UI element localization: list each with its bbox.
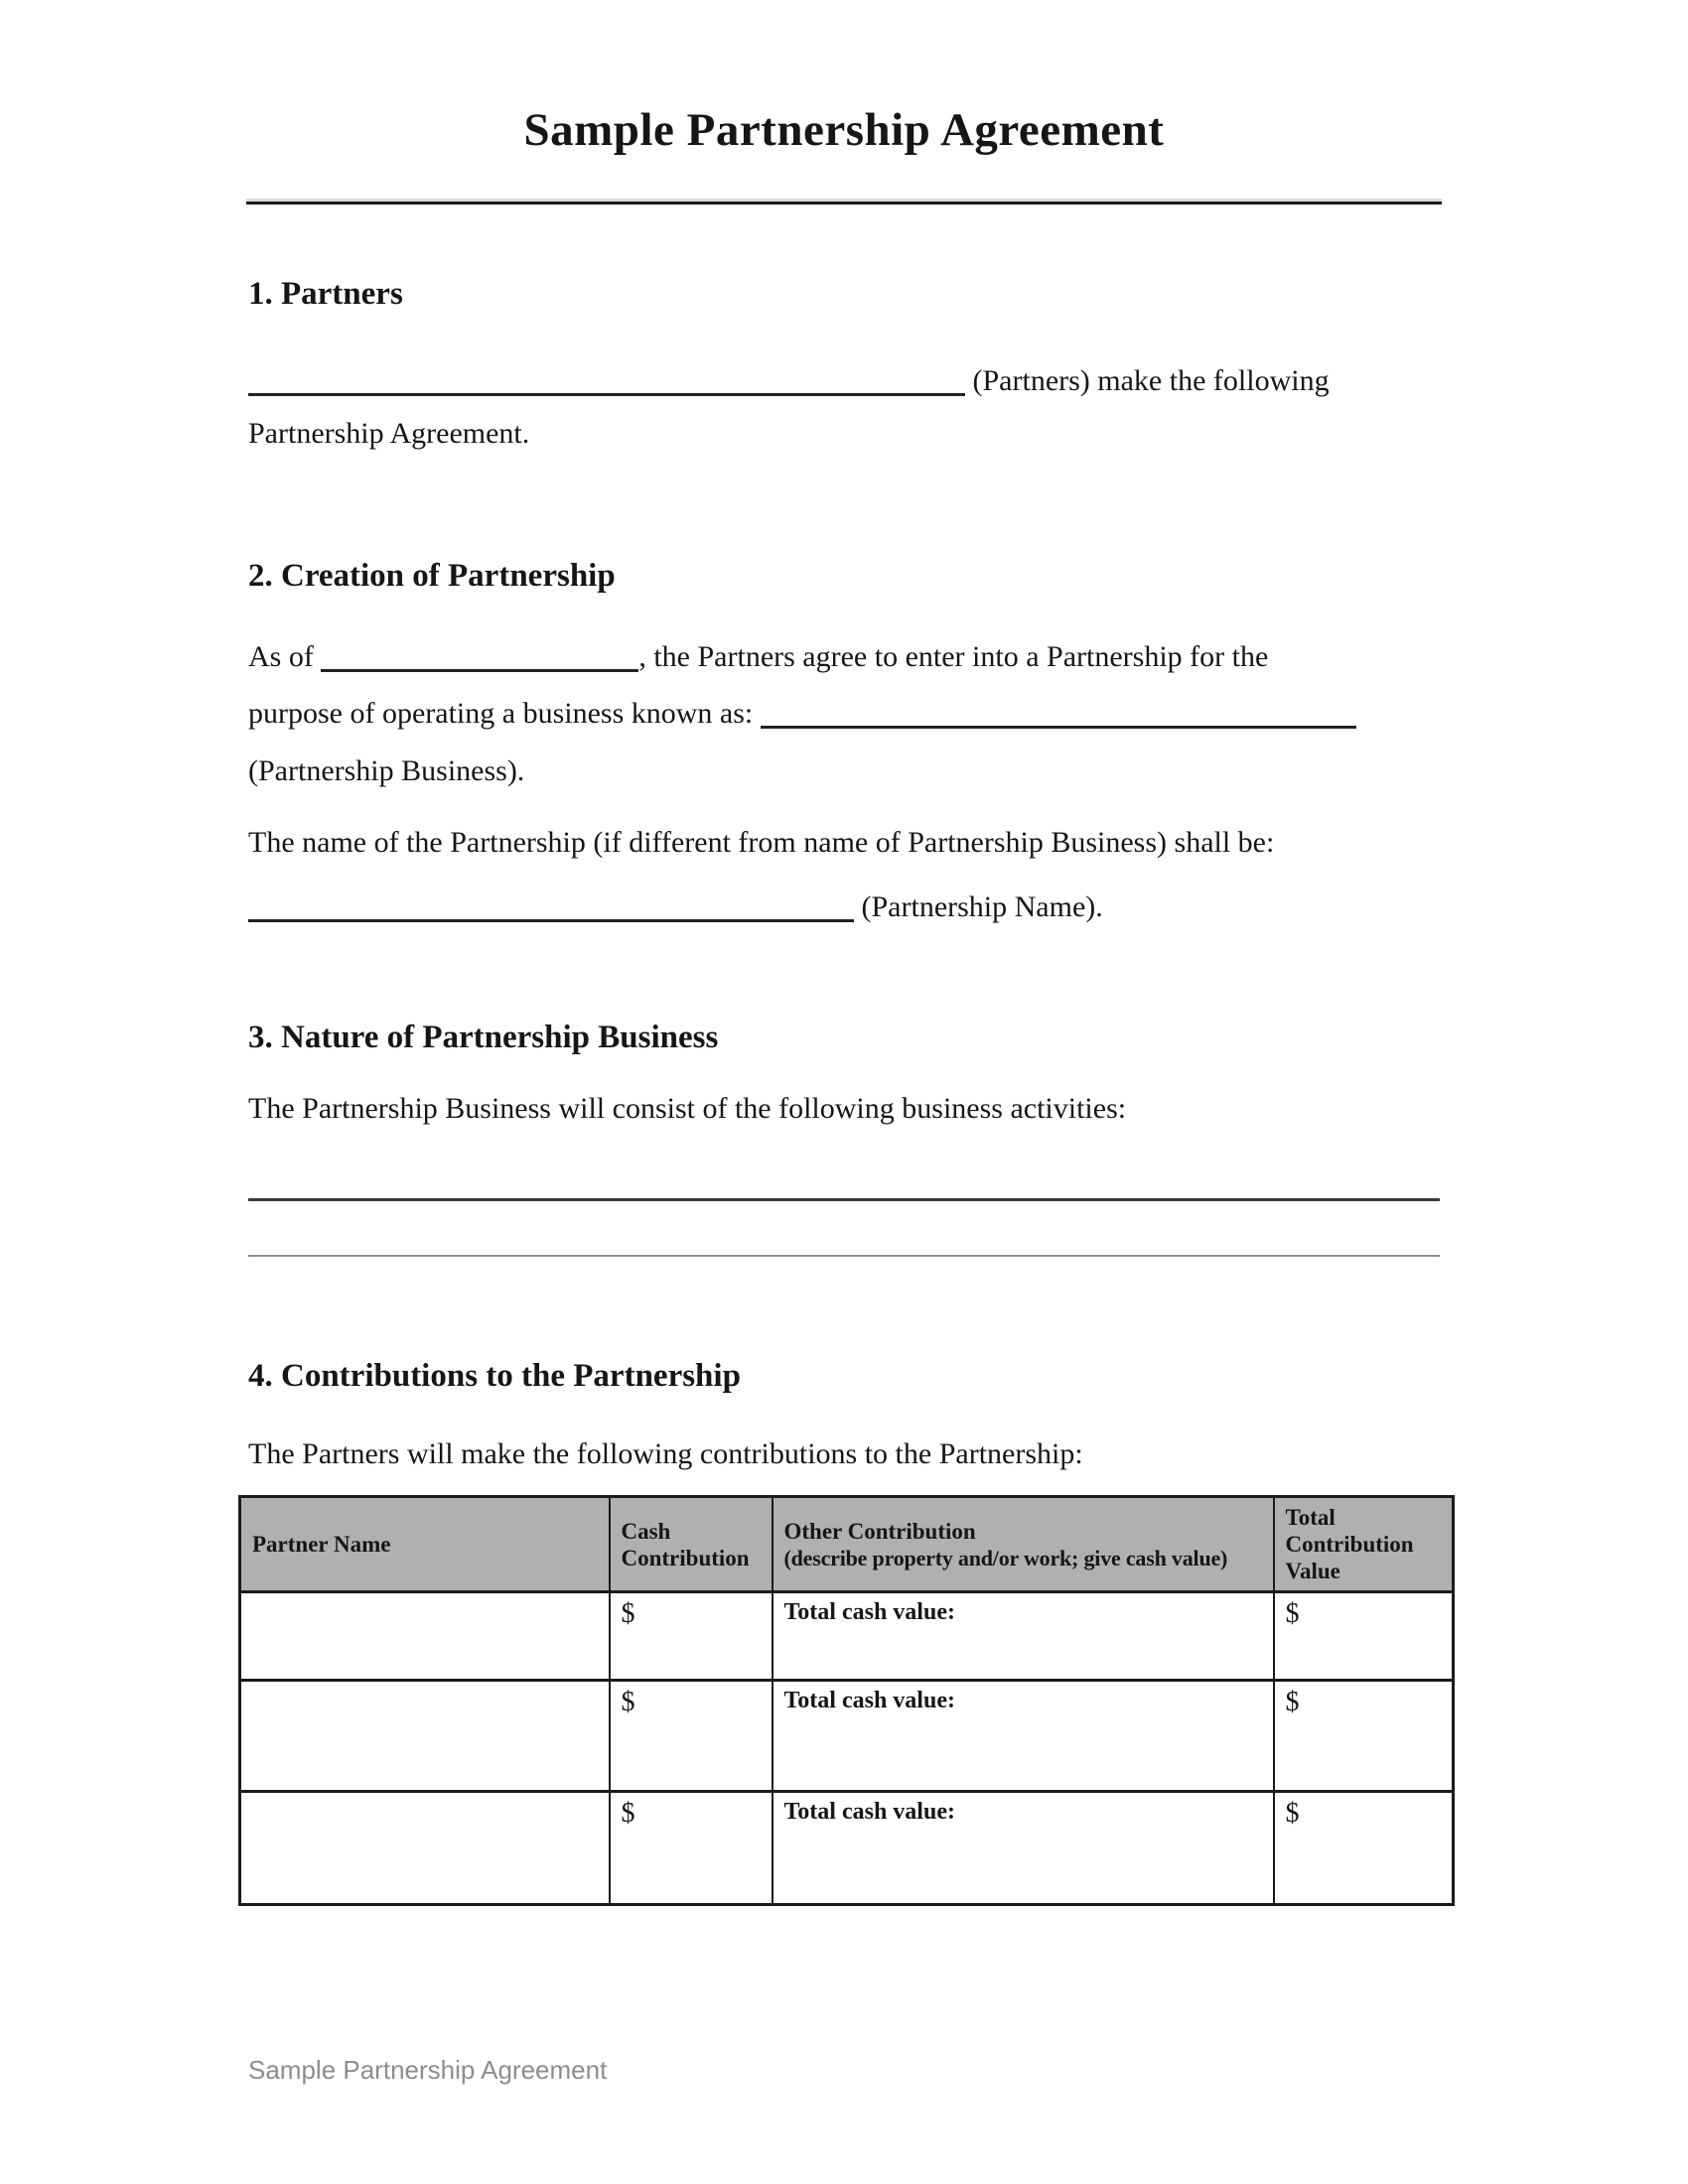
other-contribution-label: Other Contribution: [783, 1518, 976, 1544]
table-row: [240, 1792, 1454, 1905]
table-header-row: [240, 1497, 1454, 1592]
partner-name-cell[interactable]: [240, 1681, 610, 1792]
section2-paragraph1-line2: [248, 689, 1356, 739]
table-row: [240, 1681, 1454, 1792]
total-contribution-cell[interactable]: [1274, 1681, 1454, 1792]
dollar-sign: $: [621, 1598, 635, 1629]
as-of-label: As of: [248, 640, 314, 673]
section1-paragraph-line1: [248, 356, 1330, 406]
section4-paragraph: The Partners will make the following contributions to the Partnership:: [248, 1437, 1083, 1470]
cash-contribution-cell[interactable]: [610, 1681, 773, 1792]
other-contribution-cell[interactable]: [773, 1792, 1274, 1905]
section2-paragraph2-line2: [248, 883, 1103, 932]
section3-paragraph: The Partnership Business will consist of the following business activities:: [248, 1092, 1127, 1125]
total-cash-value-label: Total cash value:: [783, 1799, 955, 1825]
other-contribution-sublabel: (describe property and/or work; give cash value): [783, 1545, 1228, 1570]
footer-text: Sample Partnership Agreement: [248, 2055, 608, 2085]
total-cash-value-label: Total cash value:: [783, 1599, 955, 1625]
partnership-name-label: (Partnership Name).: [861, 890, 1103, 923]
section1-heading: 1. Partners: [248, 276, 403, 312]
section4-heading: 4. Contributions to the Partnership: [248, 1358, 741, 1394]
dollar-sign: $: [621, 1798, 635, 1829]
total-contribution-cell[interactable]: [1274, 1792, 1454, 1905]
title-divider: [246, 202, 1442, 205]
partnership-name-field[interactable]: [248, 919, 854, 922]
total-cash-value-label: Total cash value:: [783, 1688, 955, 1713]
section1-paragraph-line2: Partnership Agreement.: [248, 417, 530, 450]
dollar-sign: $: [1285, 1798, 1300, 1829]
section3-heading: 3. Nature of Partnership Business: [248, 1020, 719, 1055]
other-contribution-cell[interactable]: [773, 1592, 1274, 1681]
col-header-other-contribution: [773, 1497, 1274, 1592]
document-title: Sample Partnership Agreement: [523, 104, 1165, 156]
col-header-total-value: Total Contribution Value: [1274, 1497, 1454, 1592]
contributions-table: [238, 1495, 1455, 1906]
section1-text-after-blank: (Partners) make the following: [972, 364, 1330, 397]
section2-text-after-date: , the Partners agree to enter into a Partnership for the: [638, 640, 1269, 673]
section2-paragraph2-line1: The name of the Partnership (if different from name of Partnership Business) shall be:: [248, 826, 1275, 859]
business-name-field[interactable]: [761, 726, 1356, 729]
business-activities-line1-field[interactable]: [248, 1198, 1440, 1201]
cash-contribution-cell[interactable]: [610, 1592, 773, 1681]
dollar-sign: $: [1285, 1598, 1300, 1629]
section2-paragraph1-line3: (Partnership Business).: [248, 754, 525, 787]
dollar-sign: $: [621, 1687, 635, 1717]
partner-name-cell[interactable]: [240, 1792, 610, 1905]
business-activities-line2-field[interactable]: [248, 1255, 1440, 1257]
other-contribution-cell[interactable]: [773, 1681, 1274, 1792]
section2-paragraph1-line1: [248, 632, 1268, 682]
col-header-partner-name: Partner Name: [240, 1497, 610, 1592]
total-contribution-cell[interactable]: [1274, 1592, 1454, 1681]
business-known-as-label: purpose of operating a business known as:: [248, 697, 754, 730]
effective-date-field[interactable]: [321, 669, 638, 672]
dollar-sign: $: [1285, 1687, 1300, 1717]
table-row: [240, 1592, 1454, 1681]
partners-names-field[interactable]: [248, 393, 965, 396]
cash-contribution-cell[interactable]: [610, 1792, 773, 1905]
section2-heading: 2. Creation of Partnership: [248, 558, 616, 594]
partner-name-cell[interactable]: [240, 1592, 610, 1681]
col-header-cash-contribution: Cash Contribution: [610, 1497, 773, 1592]
